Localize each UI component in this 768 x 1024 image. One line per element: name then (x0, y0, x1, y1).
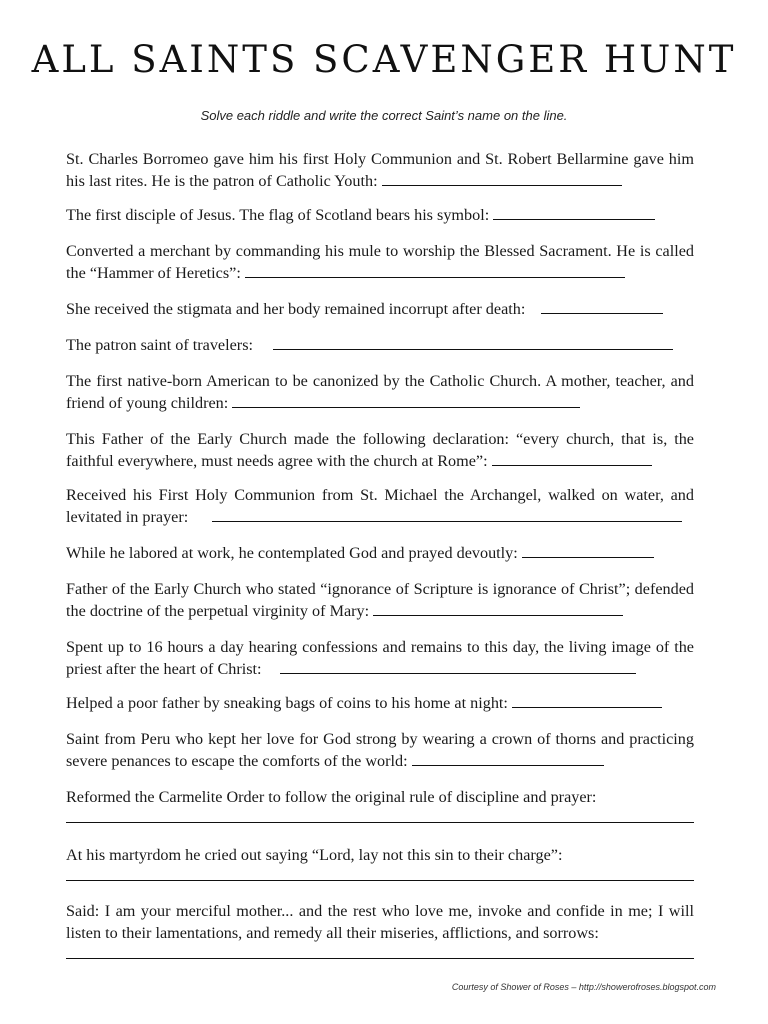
riddle-text: Said: I am your merciful mother... and the rest who love me, invoke and confide in me; I will listen to their lamentations, and remedy all their miseries, afflictions, and sorrows: (66, 902, 694, 942)
riddle-text: While he labored at work, he contemplated God and prayed devoutly: (66, 544, 518, 562)
riddle-item (66, 542, 694, 564)
answer-line[interactable] (493, 204, 655, 220)
answer-line[interactable] (245, 262, 625, 278)
riddle-text: Saint from Peru who kept her love for God strong by wearing a crown of thorns and practicing severe penances to escape the comforts of the world: (66, 730, 694, 770)
riddle-text: The patron saint of travelers: (66, 336, 253, 354)
riddle-item (66, 900, 694, 959)
riddle-text: The first disciple of Jesus. The flag of Scotland bears his symbol: (66, 206, 490, 224)
riddle-item (66, 334, 694, 356)
answer-line[interactable] (373, 600, 623, 616)
riddle-text: Father of the Early Church who stated “ignorance of Scripture is ignorance of Christ”; defended the doctrine of the perpetual virginity of Mary: (66, 580, 694, 620)
answer-line[interactable] (382, 170, 622, 186)
riddle-item (66, 692, 694, 714)
riddle-item (66, 240, 694, 284)
riddle-text: Reformed the Carmelite Order to follow the original rule of discipline and prayer: (66, 788, 597, 806)
answer-line[interactable] (273, 334, 673, 350)
riddle-text: Converted a merchant by commanding his mule to worship the Blessed Sacrament. He is called the “Hammer of Heretics”: (66, 242, 694, 282)
answer-line[interactable] (492, 450, 652, 466)
riddle-item (66, 728, 694, 772)
answer-line[interactable] (412, 750, 604, 766)
riddle-item (66, 484, 694, 528)
answer-line[interactable] (212, 506, 682, 522)
riddle-text: Spent up to 16 hours a day hearing confessions and remains to this day, the living image of the priest after the heart of Christ: (66, 638, 694, 678)
answer-line[interactable] (522, 542, 654, 558)
riddle-item (66, 428, 694, 472)
riddle-item (66, 578, 694, 622)
riddle-text: She received the stigmata and her body remained incorrupt after death: (66, 300, 526, 318)
riddle-item (66, 204, 694, 226)
riddle-text: Received his First Holy Communion from St. Michael the Archangel, walked on water, and levitated in prayer: (66, 486, 694, 526)
riddle-text: The first native-born American to be canonized by the Catholic Church. A mother, teacher, and friend of young children: (66, 372, 694, 412)
riddle-item (66, 298, 694, 320)
instructions: Solve each riddle and write the correct Saint’s name on the line. (200, 108, 568, 123)
answer-line[interactable] (66, 808, 694, 823)
answer-line[interactable] (66, 944, 694, 959)
riddle-text: St. Charles Borromeo gave him his first Holy Communion and St. Robert Bellarmine gave him his last rites. He is the patron of Catholic Youth: (66, 150, 694, 190)
answer-line[interactable] (280, 658, 636, 674)
riddle-text: At his martyrdom he cried out saying “Lord, lay not this sin to their charge”: (66, 846, 563, 864)
riddle-text: Helped a poor father by sneaking bags of coins to his home at night: (66, 694, 508, 712)
riddle-item (66, 786, 694, 823)
answer-line[interactable] (512, 692, 662, 708)
footer-credit: Courtesy of Shower of Roses – http://showerofroses.blogspot.com (451, 982, 716, 992)
page-title: ALL SAINTS SCAVENGER HUNT (31, 38, 737, 81)
riddle-item (66, 370, 694, 414)
riddle-item (66, 148, 694, 192)
answer-line[interactable] (66, 866, 694, 881)
answer-line[interactable] (232, 392, 580, 408)
riddle-item (66, 844, 694, 881)
riddle-text: This Father of the Early Church made the following declaration: “every church, that is, the faithful everywhere, must needs agree with the church at Rome”: (66, 430, 694, 470)
answer-line[interactable] (541, 298, 663, 314)
riddle-item (66, 636, 694, 680)
